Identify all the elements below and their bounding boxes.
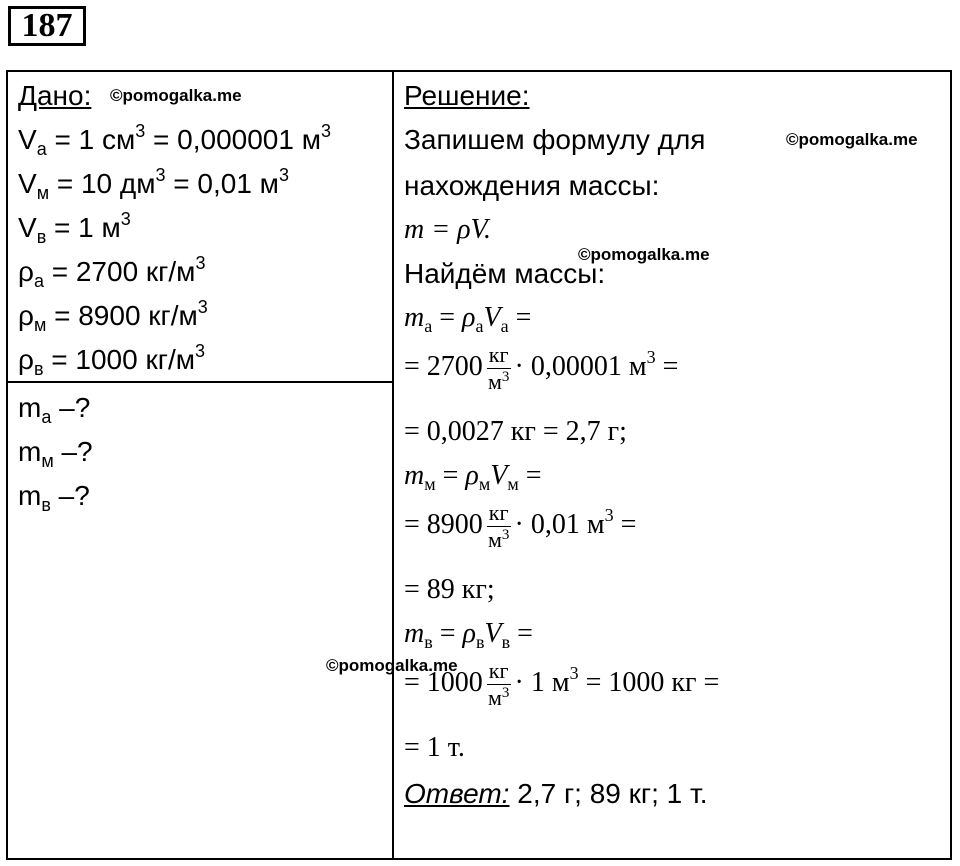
solution-intro: Запишем формулу для (404, 124, 706, 155)
fraction: $\frac{кг}{м^3}$ (487, 658, 510, 710)
given-find-divider (6, 381, 394, 383)
answer-label: Ответ: (404, 778, 510, 809)
equation-line: $m_в = \rho_вV_в$ = (404, 618, 533, 652)
find-line: $m_м$ –? (18, 436, 93, 471)
equation-line: $m_м = \rho_мV_м$ = (404, 460, 542, 494)
calculation-line: = 8900 $\frac{кг}{м^3}$ · 0,01 $м^3$ = (404, 500, 637, 552)
solution-intro: нахождения массы: (404, 170, 660, 201)
result-line: = 1 т. (404, 732, 465, 763)
find-line: $m_а$ –? (18, 392, 91, 427)
watermark: ©pomogalka.me (110, 86, 242, 105)
given-line: $V_м = 10$ $дм^3 = 0,01$ $м^3$ (18, 165, 289, 203)
column-divider (392, 70, 394, 860)
given-line: $\rho_в = 1000$ $кг/м^3$ (18, 341, 205, 379)
result-line: = 0,0027 кг = 2,7 г; (404, 416, 627, 447)
given-line: $V_а = 1$ $см^3 = 0,000001$ $м^3$ (18, 121, 331, 159)
find-masses-text: Найдём массы: (404, 258, 606, 289)
given-line: $V_в = 1$ $м^3$ (18, 209, 131, 247)
answer-text: 2,7 г; 89 кг; 1 т. (509, 778, 708, 809)
given-header: Дано: (18, 80, 92, 111)
equation-line: $m_а = \rho_аV_а$ = (404, 302, 532, 336)
solution-header: Решение: (404, 80, 530, 111)
fraction: $\frac{кг}{м^3}$ (487, 500, 510, 552)
given-line: $\rho_а = 2700$ $кг/м^3$ (18, 253, 206, 291)
watermark: ©pomogalka.me (578, 245, 710, 264)
calculation-line: = 1000 $\frac{кг}{м^3}$ · 1 $м^3 = 1000$ кг = (404, 658, 720, 710)
result-line: = 89 кг; (404, 574, 495, 605)
watermark: ©pomogalka.me (326, 656, 458, 675)
find-line: $m_в$ –? (18, 480, 90, 515)
answer-line (404, 778, 708, 810)
calculation-line: = 2700 $\frac{кг}{м^3}$ · 0,00001 $м^3$ = (404, 342, 679, 394)
mass-formula: m = ρV. (404, 214, 492, 245)
watermark: ©pomogalka.me (786, 130, 918, 149)
given-line: $\rho_м = 8900$ $кг/м^3$ (18, 297, 208, 335)
fraction: $\frac{кг}{м^3}$ (487, 342, 510, 394)
problem-number: 187 (8, 6, 86, 46)
